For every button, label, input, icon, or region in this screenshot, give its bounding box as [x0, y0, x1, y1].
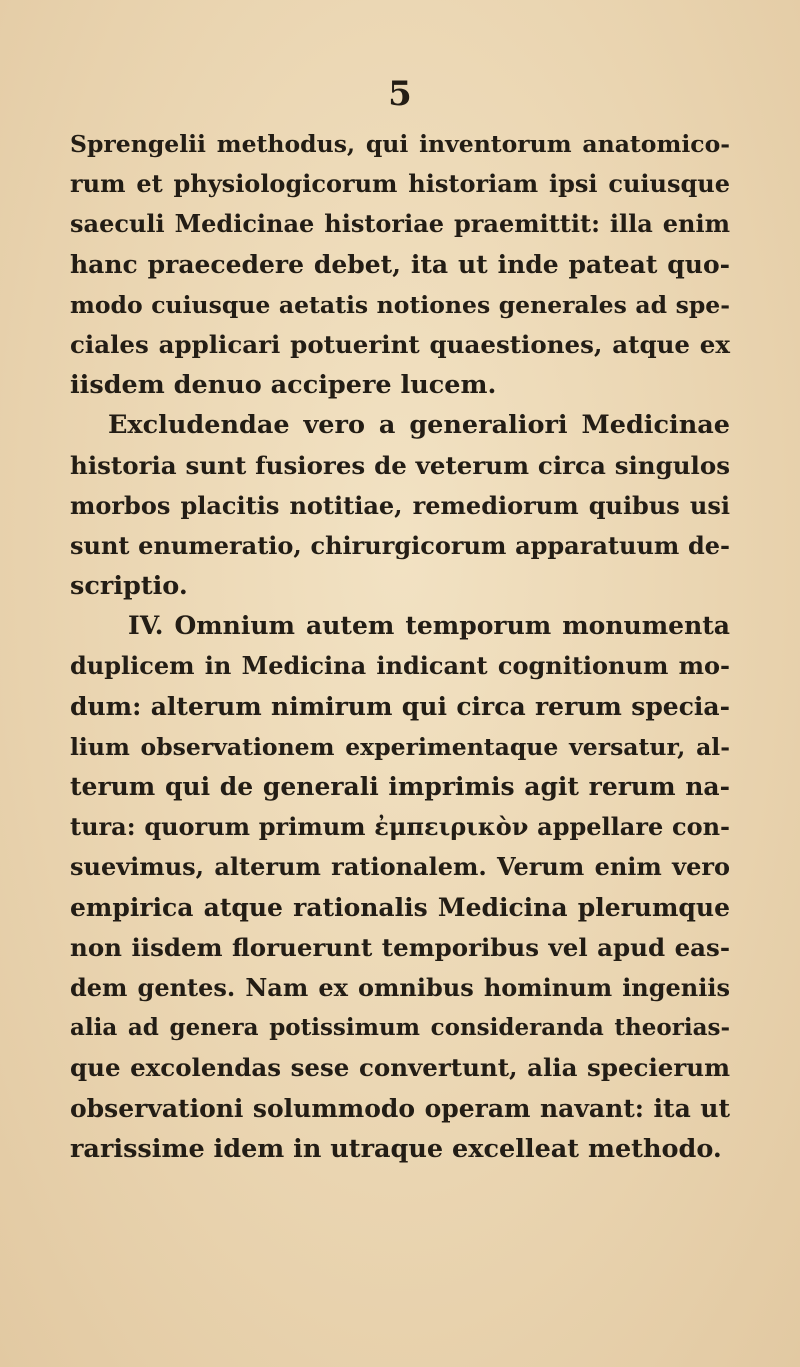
text-line: hanc praecedere debet, ita ut inde pateat quo- [70, 249, 730, 279]
text-line: dum: alterum nimirum qui circa rerum specia- [70, 691, 730, 721]
body-text [70, 124, 730, 1169]
text-line: suevimus, alterum rationalem. Verum enim vero [70, 852, 730, 882]
text-line: observationi solummodo operam navant: ita ut [70, 1093, 730, 1123]
text-line: rarissime idem in utraque excelleat methodo. [70, 1133, 722, 1164]
page-number: 5 [388, 74, 412, 114]
text-line: modo cuiusque aetatis notiones generales ad spe- [70, 290, 730, 319]
text-line: rum et physiologicorum historiam ipsi cuiusque [70, 169, 730, 199]
text-line: tura: quorum primum ἐμπειρικὸν appellare con- [70, 812, 730, 842]
text-line: historia sunt fusiores de veterum circa singulos [70, 450, 730, 480]
section-heading-line: IV. Omnium autem temporum monumenta [128, 611, 730, 641]
text-line: duplicem in Medicina indicant cognitionum mo- [70, 651, 730, 681]
text-line: alia ad genera potissimum consideranda theorias- [70, 1014, 730, 1042]
text-line: empirica atque rationalis Medicina plerumque [70, 892, 730, 922]
text-line: scriptio. [70, 571, 188, 602]
text-line: dem gentes. Nam ex omnibus hominum ingeniis [70, 972, 730, 1002]
text-line: iisdem denuo accipere lucem. [70, 370, 497, 401]
text-line: morbos placitis notitiae, remediorum quibus usi [70, 490, 730, 520]
text-line: Sprengelii methodus, qui inventorum anatomico- [70, 130, 730, 158]
text-line: sunt enumeratio, chirurgicorum apparatuum de- [70, 530, 730, 560]
text-line: non iisdem floruerunt temporibus vel apud eas- [70, 932, 730, 962]
text-line: saeculi Medicinae historiae praemittit: illa enim [70, 209, 730, 239]
text-line: terum qui de generali imprimis agit rerum na- [70, 772, 730, 801]
text-line: ciales applicari potuerint quaestiones, atque ex [70, 329, 730, 359]
text-line: Excludendae vero a generaliori Medicinae [108, 410, 730, 441]
text-line: lium observationem experimentaque versatur, al- [70, 732, 730, 761]
text-line: que excolendas sese convertunt, alia specierum [70, 1053, 730, 1083]
